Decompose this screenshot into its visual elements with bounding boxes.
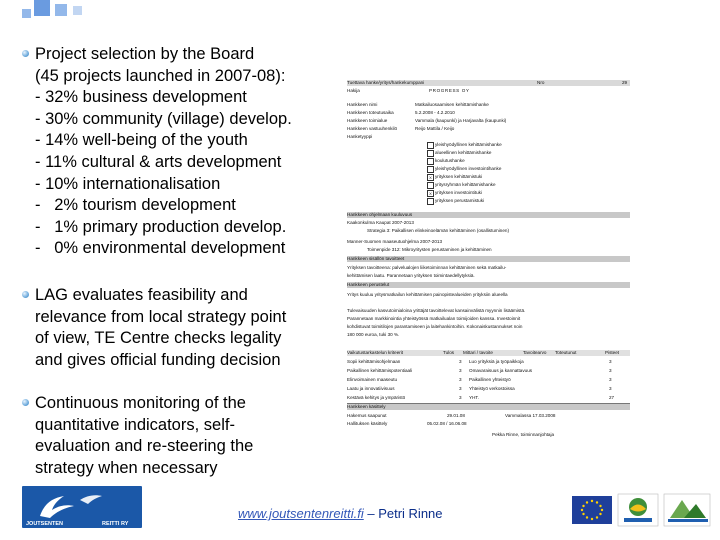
bullet-monitoring	[22, 393, 253, 479]
decision-row: Hakemus saapunut 29.01.08 Vammalassa 17.03.2008	[347, 413, 556, 418]
form-field: Hankkeen toimialue Vammala (kaupunki) ja Harjavalta (kaupunki)	[347, 118, 507, 123]
section-title: Hankkeen ohjelmaan kuuluvuus	[347, 212, 413, 217]
section-title: Hankkeen käsittely	[347, 404, 386, 409]
deco-square-large	[34, 0, 50, 16]
table-header-cell: Toteutunut	[555, 350, 577, 355]
form-number: 29	[622, 80, 628, 85]
section-title: Hankkeen perustelut	[347, 282, 390, 287]
bullet-line: - 14% well-being of the youth	[35, 131, 248, 150]
type-checkbox	[427, 158, 434, 165]
table-row: Elinvoimainen maaseutu 3 Paikallinen yhteistyö 3	[347, 377, 612, 382]
bullet-line: - 10% internationalisation	[35, 174, 221, 193]
bullet-line: Continuous monitoring of the	[35, 394, 246, 412]
form-number-label: Nro	[537, 80, 545, 85]
svg-text:JOUTSENTEN: JOUTSENTEN	[26, 521, 63, 527]
type-checkbox	[427, 150, 434, 157]
description-line: Tulevaisuuden kasvutoimialoina yrittäjät tavoittelevat kansainvälistä myynnin lisäämistä.	[347, 308, 526, 313]
type-checkbox	[427, 198, 434, 205]
table-row: Paikallinen kehittämispotentiaali 3 Omavaraisuus ja kannattavuus 3	[347, 368, 612, 373]
footer-author: Petri Rinne	[378, 506, 443, 521]
description-line: 180 000 euroa, tuki 30 %.	[347, 332, 400, 337]
bullet-line: - 2% tourism development	[35, 196, 236, 215]
program-line: Strategia 3: Paikallisen elinkeinoelämän kehittäminen (osallistuminen)	[367, 228, 509, 233]
type-label: alueellinen kehittämishanke	[435, 150, 492, 155]
bullet-line: - 0% environmental development	[35, 239, 286, 258]
bullet-line: relevance from local strategy point	[35, 307, 287, 326]
type-checkbox	[427, 142, 434, 149]
deco-square-left	[22, 9, 31, 18]
leader-logo-icon	[618, 494, 658, 526]
table-row: Kestävä kehitys ja ympäristö 3 YHT. 27	[347, 395, 615, 400]
bullet-line: LAG evaluates feasibility and	[35, 286, 248, 304]
type-label: yrityksen kehittämistuki	[435, 174, 483, 179]
footer-link[interactable]: www.joutsentenreitti.fi	[238, 506, 364, 521]
form-field: Hankkeen toteutusaika 5.2.2008 - 4.2.2010	[347, 110, 455, 115]
type-checkbox-checked: X	[427, 190, 434, 197]
bullet-line: strategy when necessary	[35, 458, 218, 477]
footer-separator: –	[363, 506, 379, 521]
deco-square-small	[73, 6, 82, 15]
type-checkbox-checked: X	[427, 174, 434, 181]
bullet-line: and gives official funding decision	[35, 350, 281, 369]
program-line: Kaakonkulma Kaupat 2007-2013	[347, 220, 414, 225]
bullet-line: quantitative indicators, self-	[35, 415, 235, 434]
form-field: Hankkeen nimi Matkailuosaamisen kehittämishanke	[347, 102, 489, 107]
bullet-line: - 11% cultural & arts development	[35, 152, 282, 171]
maaseutu-logo-icon	[664, 494, 710, 526]
reason-line: Yritys kuuluu yritysmatkailun kehittämisen painopistealueiden yrityksiin alueella	[347, 292, 508, 297]
eu-flag-icon	[572, 496, 612, 524]
form-header: Tuettava hanke/yritys/hankekumppani Nro 29	[347, 80, 630, 86]
program-line: Toimenpide 312: Mikroyritysten perustaminen ja kehittäminen	[367, 247, 492, 252]
type-label: yrityksen investointituki	[435, 190, 482, 195]
form-field: Hanketyyppi	[347, 134, 373, 139]
form-signature: Pekka Rinne, toiminnanjohtaja	[492, 432, 555, 437]
bullet-line: Project selection by the Board	[35, 45, 255, 63]
table-row: Laatu ja innovatiivisuus 3 Yhteistyö verkostoissa 3	[347, 386, 612, 391]
bullet-dot-icon	[22, 291, 29, 298]
bullet-line: - 32% business development	[35, 88, 247, 107]
footer	[238, 506, 443, 521]
table-header-cell: Pisteet	[605, 350, 620, 355]
program-line: Manner-Suomen maaseutuohjelma 2007-2013	[347, 239, 442, 244]
bullet-line: evaluation and re-steering the	[35, 437, 254, 456]
form-applicant: Hakija PROGRESS OY	[347, 88, 470, 93]
funding-logos	[572, 490, 712, 530]
type-label: yleishyödyllinen kehittämishanke	[435, 142, 502, 147]
bullet-dot-icon	[22, 50, 29, 57]
project-form-thumbnail	[347, 80, 630, 440]
type-label: yritysryhmän kehittämishanke	[435, 182, 496, 187]
bullet-line: (45 projects launched in 2007-08):	[35, 66, 286, 85]
deco-square-mid	[55, 4, 67, 16]
goal-line: Yrityksen tavoitteena: palvelualojen liiketoiminnan kehittäminen sekä matkailu-	[347, 265, 507, 270]
form-field: Hankkeen vastuuhenkilö Reijo Mattila / Keijo	[347, 126, 455, 131]
section-bar	[347, 404, 630, 410]
goal-line: kehittämisen laatu. Parannetaan yrityksen toimintaedellytyksiä.	[347, 273, 475, 278]
table-header-cell: Mittari / tavoite	[463, 350, 493, 355]
type-checkbox	[427, 182, 434, 189]
bullet-line: - 30% community (village) develop.	[35, 109, 292, 128]
description-line: kohdistuvat toimitilojen parantamiseen ja laitehankintoihin. Kokonaiskustannukset noin	[347, 324, 523, 329]
type-label: yrityksen perustamistuki	[435, 198, 485, 203]
description-line: Parannetaan markkinointia yhteistyössä matkailualan toimijoiden kanssa. Investoinnit	[347, 316, 521, 321]
table-header-cell: Vaikutustarkastelun kriteerit	[347, 350, 404, 355]
svg-text:REITTI RY: REITTI RY	[102, 521, 129, 527]
type-checkbox	[427, 166, 434, 173]
bullet-line: - 1% primary production develop.	[35, 217, 287, 236]
joutsenten-reitti-logo	[22, 486, 142, 528]
bullet-project-selection	[22, 44, 292, 260]
bullet-lag-evaluates	[22, 285, 286, 371]
table-header-cell: Tavoitearvo	[523, 350, 547, 355]
section-title: Hankkeen sisällön tavoitteet	[347, 256, 405, 261]
section-bar	[347, 282, 630, 288]
table-row: Sopii kehittämisohjelmaan 3 Luo yrityksiä ja työpaikkoja 3	[347, 359, 612, 364]
decision-row: Hallituksen käsittely 05.02.08 / 16.06.08	[347, 421, 467, 426]
bullet-dot-icon	[22, 399, 29, 406]
type-label: yleishyödyllinen investointihanke	[435, 166, 502, 171]
table-header-cell: Tulos	[443, 350, 455, 355]
type-label: koulutushanke	[435, 158, 465, 163]
bullet-line: of view, TE Centre checks legality	[35, 329, 282, 348]
